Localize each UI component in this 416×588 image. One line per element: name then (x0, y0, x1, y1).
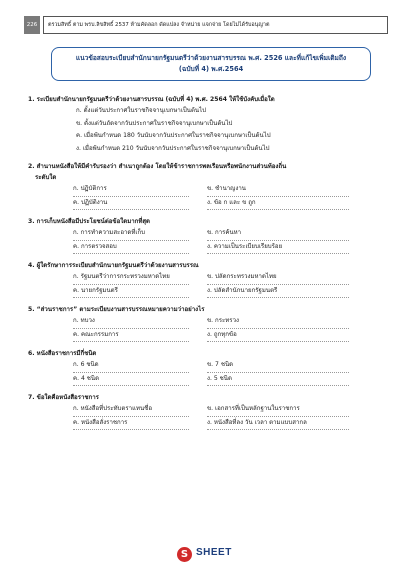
title-line-2: (ฉบับที่ 4) พ.ศ.2564 (178, 65, 244, 73)
answer-option: ข. ตั้งแต่วันถัดจากวันประกาศในราชกิจจานุเบกษาเป็นต้นไป (76, 119, 233, 127)
brand-name: SHEET (196, 547, 232, 558)
answer-option: ก. ตั้งแต่วันประกาศในราชกิจจานุเบกษาเป็นต้นไป (76, 107, 207, 114)
answer-option: ค. ปฏิบัติงาน (73, 197, 189, 211)
question-3 (28, 216, 396, 254)
answer-option: ค. 4 ชนิด (73, 373, 189, 387)
answer-option: ข. ปลัดกระทรวงมหาดไทย (207, 271, 349, 285)
answer-option: ก. 6 ชนิด (73, 359, 189, 373)
answer-option: ข. 7 ชนิด (207, 359, 349, 373)
question-5 (28, 304, 396, 342)
answer-option: ง. ข้อ ก และ ข ถูก (207, 197, 349, 211)
question-title: 1. ระเบียบสำนักนายกรัฐมนตรีว่าด้วยงานสารบรรณ (ฉบับที่ 4) พ.ศ. 2564 ให้ใช้บังคับเมื่อใด (28, 96, 275, 103)
answer-option: ข. เอกสารที่เป็นหลักฐานในราชการ (207, 403, 349, 417)
answer-option: ข. การค้นหา (207, 227, 349, 241)
answer-option: ง. ถูกทุกข้อ (207, 329, 349, 343)
question-1 (28, 94, 396, 155)
answer-option: ก. ปฏิบัติการ (73, 183, 189, 197)
title-line-1: แนวข้อสอบระเบียบสำนักนายกรัฐมนตรีว่าด้วยงานสารบรรณ พ.ศ. 2526 และที่แก้ไขเพิ่มเติมถึง (75, 54, 347, 62)
answer-option: ค. การตรวจสอบ (73, 241, 189, 255)
answer-option: ก. หนังสือที่ประทับตราแทนชื่อ (73, 403, 189, 417)
question-6 (28, 348, 396, 386)
question-4 (28, 260, 396, 298)
answer-option: ค. หนังสือสั่งราชการ (73, 417, 189, 431)
answer-option: ข. กระทรวง (207, 315, 349, 329)
answer-option: ค. นายกรัฐมนตรี (73, 285, 189, 299)
copyright-header: ตรวมสิทธิ์ ตาม พรบ.ลิขสิทธิ์ 2537 ห้ามคัดลอก ดัดแปลง จำหน่าย แจกจ่าย โดยไม่ได้รับอนุญาต (43, 16, 388, 34)
question-title: 3. การเก็บหนังสือมีประโยชน์ต่อข้อใดมากที่สุด (28, 218, 151, 225)
page-number: 226 (24, 16, 40, 34)
question-2 (28, 161, 396, 210)
answer-option: ค. คณะกรรมการ (73, 329, 189, 343)
answer-option: ง. ปลัดสำนักนายกรัฐมนตรี (207, 285, 349, 299)
document-title (51, 47, 371, 81)
question-title: 6. หนังสือราชการมีกี่ชนิด (28, 350, 97, 357)
question-title: 2. สำนานหนังสือให้มีคำรับรองว่า สำเนาถูกต้อง โดยให้ข้าราชการพลเรือนหรือพนักงานส่วนท้องถิ่น (28, 163, 287, 170)
answer-option: ค. เมื่อพ้นกำหนด 180 วันนับจากวันประกาศในราชกิจจานุเบกษาเป็นต้นไป (76, 132, 271, 139)
question-list (28, 88, 396, 430)
question-title-continued: ระดับใด (35, 174, 57, 181)
question-title: 5. “ส่วนราชการ” ตามระเบียบงานสารบรรณหมายความว่าอย่างไร (28, 306, 205, 313)
answer-option: ง. เมื่อพ้นกำหนด 210 วันนับจากวันประกาศในราชกิจจานุเบกษาเป็นต้นไป (76, 144, 270, 152)
question-title: 4. ผู้ใดรักษาการระเบียบสำนักนายกรัฐมนตรีว่าด้วยงานสารบรรณ (28, 262, 199, 269)
sheet-logo-icon: S (177, 547, 192, 562)
answer-option: ง. หนังสือที่ลง วัน เวลา ตามแบบสากล (207, 417, 349, 431)
answer-option: ง. ความเป็นระเบียบเรียบร้อย (207, 241, 349, 255)
answer-option: ง. 5 ชนิด (207, 373, 349, 387)
question-title: 7. ข้อใดคือหนังสือราชการ (28, 394, 99, 401)
answer-option: ก. การทำความสะอาดที่เก็บ (73, 227, 189, 241)
question-7 (28, 392, 396, 430)
footer (0, 544, 416, 570)
answer-option: ก. ทบวง (73, 315, 189, 329)
answer-option: ข. ชำนาญงาน (207, 183, 349, 197)
answer-option: ก. รัฐมนตรีว่าการกระทรวงมหาดไทย (73, 271, 189, 285)
